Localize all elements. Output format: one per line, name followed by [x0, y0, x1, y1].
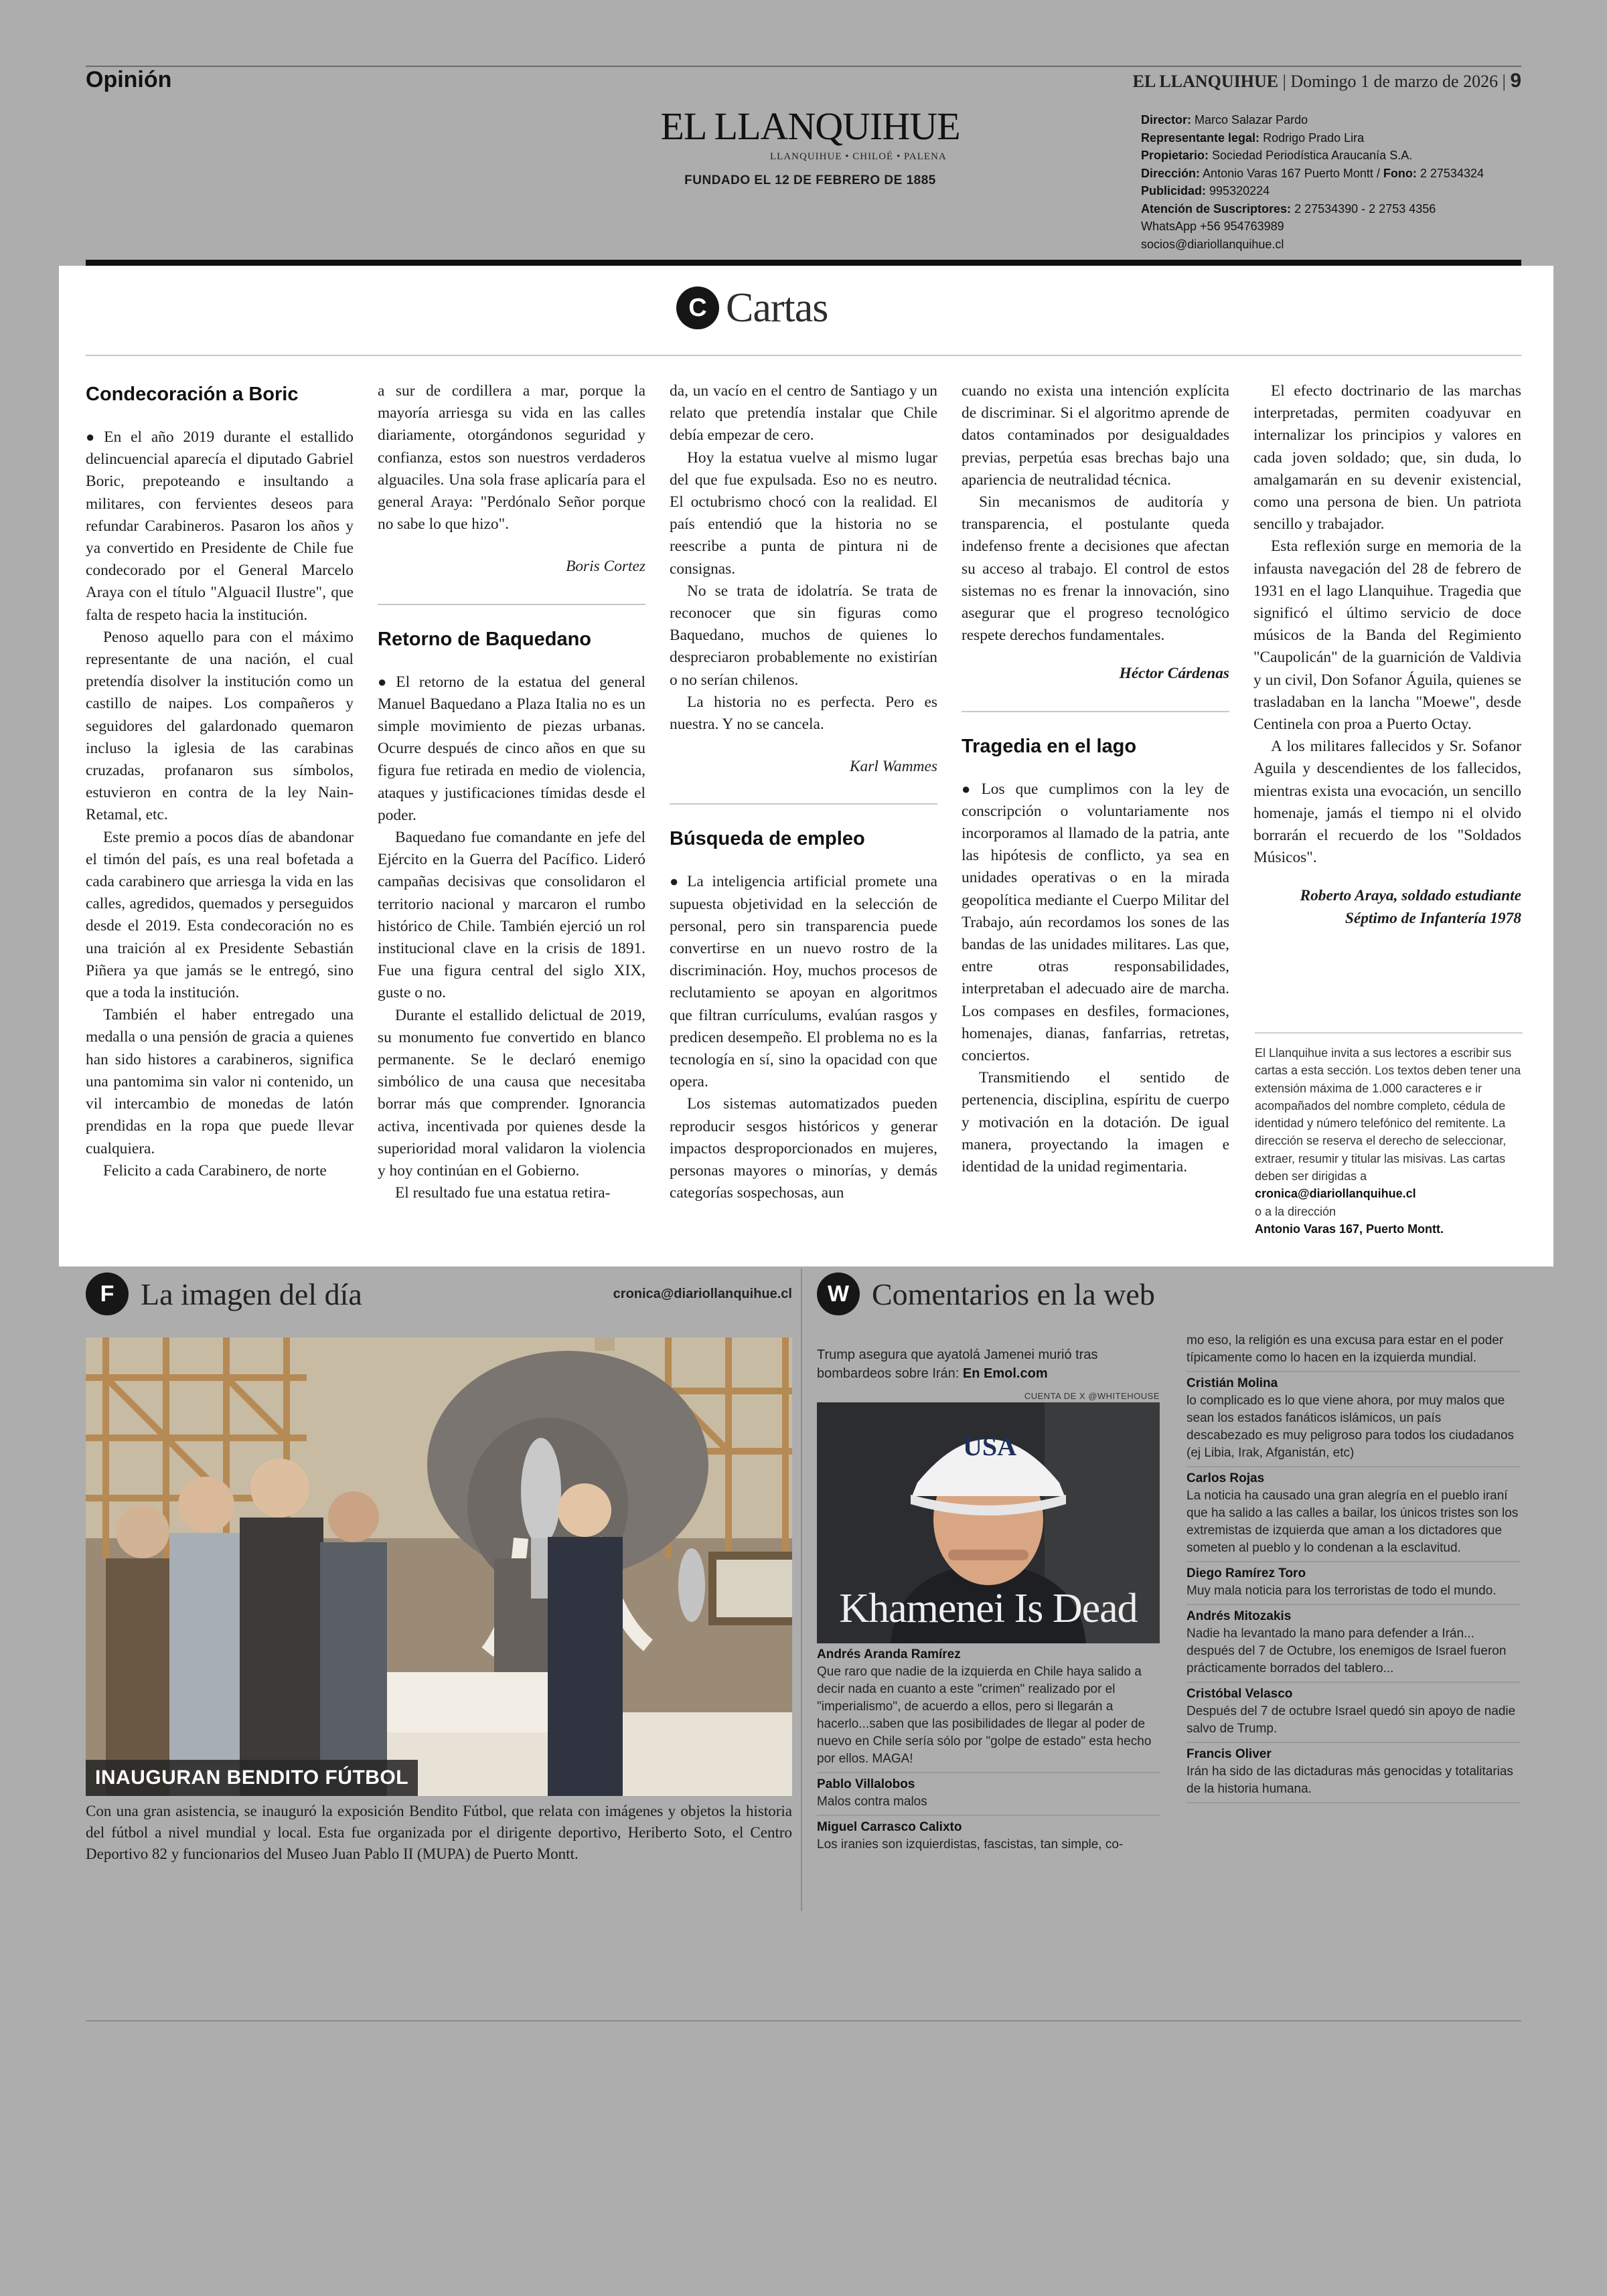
masthead-regions: LLANQUIHUE • CHILOÉ • PALENA	[770, 151, 947, 162]
letter-paragraph	[962, 778, 1229, 1068]
staff-value: Sociedad Periodística Araucanía S.A.	[1212, 149, 1413, 162]
invite-or: o a la dirección	[1255, 1204, 1336, 1218]
letter-heading: Tragedia en el lago	[962, 735, 1137, 757]
bullet-icon: ●	[86, 428, 100, 445]
web-w-icon: W	[817, 1273, 860, 1315]
letter-paragraph: Penoso aquello para con el máximo representante de una nación, el cual pretendía disolver la institución como un castillo de naipes. Los compañeros y seguidores del galardonado quemaron incluso la iglesia de las carabinas cruzadas, profanaron sus símbolos, estuvieron en contra de la ley Nain-Retamal, etc.	[86, 628, 354, 824]
letter-paragraph: Esta reflexión surge en memoria de la infausta navegación del 28 de febrero de 1931 en el lago Llanquihue. Tragedia que significó el último servicio de doce músicos de la Banda del Regimiento "Caupolicán" de la guarnición de Valdivia y un civil, Don Sofanor Águila, quienes se trasladaban en la lancha "Moewe", desde Centinela con proa a Puerto Octay.	[1253, 538, 1521, 734]
staff-line	[1141, 129, 1516, 147]
comment-author: Pablo Villalobos	[817, 1777, 915, 1791]
cartas-title	[676, 281, 828, 335]
comment-text: mo eso, la religión es una excusa para estar en el poder típicamente como lo hacen en la izquierda mundial.	[1187, 1333, 1504, 1365]
staff-label: Fono:	[1383, 166, 1417, 180]
paragraph-text: El retorno de la estatua del general Manuel Baquedano a Plaza Italia no es un simple movimiento de piezas urbanas. Ocurre después de cinco años en que su figura fue retirada en medio de violencia, ataques y justificaciones tímidas desde el poder.	[378, 673, 645, 824]
web-headline	[817, 1345, 1160, 1383]
letter-signature: Roberto Araya, soldado estudiante	[1300, 887, 1521, 905]
section-label: Opinión	[86, 67, 172, 92]
staff-line	[1141, 182, 1516, 200]
invite-address: Antonio Varas 167, Puerto Montt.	[1255, 1222, 1444, 1236]
cartas-title-text: Cartas	[726, 284, 828, 331]
imagen-title: La imagen del día	[141, 1277, 362, 1311]
letter-heading: Condecoración a Boric	[86, 384, 299, 405]
letter-paragraph: cuando no exista una intención explícita de discriminar. Si el algoritmo aprende de datos contaminados por desigualdades previas, perpetúa esas brechas bajo una apariencia de neutralidad técnica.	[962, 382, 1229, 489]
comment-author: Francis Oliver	[1187, 1747, 1272, 1761]
staff-label: Dirección:	[1141, 166, 1201, 180]
comment	[1187, 1743, 1520, 1803]
paragraph-text: La inteligencia artificial promete una supuesta objetividad en la selección de personal, pero sin transparencia puede convertirse en un nuevo rostro de la discriminación. Hoy, muchos procesos de reclutamiento se apoyan en algoritmos que filtran currículums, evalúan rasgos y predicen desempeño. El problema no es la tecnología en sí, sino la opacidad con que opera.	[670, 873, 937, 1091]
letter-heading: Búsqueda de empleo	[670, 828, 865, 850]
bullet-icon: ●	[962, 780, 978, 797]
invite-text: El Llanquihue invita a sus lectores a escribir sus cartas a esta sección. Los textos deben tener una extensión máxima de 1.000 caracteres e ir acompañados del nombre completo, cédula de identidad y número telefónico del remitente. La dirección se reserva el derecho de seleccionar, extraer, resumir y titular las misivas. Las cartas deben ser dirigidas a	[1255, 1046, 1521, 1183]
bottom-column-divider	[801, 1268, 802, 1911]
letter-paragraph	[86, 426, 354, 627]
letters-column-5	[1253, 380, 1521, 930]
staff-label: Atención de Suscriptores:	[1141, 201, 1292, 216]
letter-signature: Séptimo de Infantería 1978	[1345, 909, 1521, 927]
comment-text: Que raro que nadie de la izquierda en Chile haya salido a decir nada en cuanto a este "crimen" realizado por el "imperialismo", de acuerdo a ellos, pero si llegarán a hacerlo...saben que las posibilidades de llegar al poder de nuevo en Chile sería sólo por "golpe de estado" esta hecho por ellos. MAGA!	[817, 1665, 1152, 1766]
comment-author: Miguel Carrasco Calixto	[817, 1820, 962, 1834]
comment-text: Muy mala noticia para los terroristas de todo el mundo.	[1187, 1584, 1497, 1598]
letter-signature: Boris Cortez	[566, 558, 645, 576]
letter-heading: Retorno de Baquedano	[378, 628, 592, 650]
letter-divider	[962, 711, 1229, 712]
web-header	[817, 1270, 1520, 1317]
comment-text: lo complicado es lo que viene ahora, por muy malos que sean los estados fanáticos islámicos, un país descabezado es muy peligroso para todos los ciudadanos (ej Libia, Irak, Afganistán, etc)	[1187, 1394, 1515, 1460]
letter-paragraph	[378, 671, 645, 827]
folio: EL LLANQUIHUE | Domingo 1 de marzo de 2026 | 9	[1132, 70, 1521, 92]
letters-column-3	[670, 380, 937, 1205]
comment	[1187, 1683, 1520, 1743]
comment-author: Cristóbal Velasco	[1187, 1687, 1293, 1701]
comment	[1187, 1332, 1520, 1372]
staff-line	[1141, 165, 1516, 183]
comment-text: Malos contra malos	[817, 1795, 927, 1809]
invite-email: cronica@diariollanquihue.cl	[1255, 1187, 1416, 1201]
staff-line	[1141, 200, 1516, 218]
staff-value: 2 27534390 - 2 2753 4356	[1294, 201, 1436, 216]
header-black-rule	[86, 260, 1521, 266]
staff-line	[1141, 147, 1516, 165]
headline-text: Trump asegura que ayatolá Jamenei murió tras bombardeos sobre Irán:	[817, 1347, 1098, 1381]
letters-column-1	[86, 380, 354, 1182]
comment-text: Los iranies son izquierdistas, fascistas, tan simple, co-	[817, 1837, 1124, 1852]
cartas-c-icon: C	[676, 286, 719, 329]
staff-line	[1141, 218, 1516, 236]
photo-caption-label: INAUGURAN BENDITO FÚTBOL	[86, 1760, 418, 1796]
letters-column-2	[378, 380, 645, 1205]
masthead-name: EL LLANQUIHUE	[660, 104, 960, 148]
letter-signature: Héctor Cárdenas	[1119, 665, 1229, 683]
bullet-icon: ●	[670, 873, 684, 890]
folio-paper: EL LLANQUIHUE	[1132, 72, 1279, 91]
letter-paragraph: También el haber entregado una medalla o una pensión de gracia a quienes han sido histores a carabineros, significa una pantomima sin valor ni contenido, un vil intercambio de monedas de latón prendidas en la ropa que puede llevar cualquiera.	[86, 1006, 354, 1157]
staff-label: Propietario:	[1141, 149, 1209, 162]
letter-paragraph: Transmitiendo el sentido de pertenencia, disciplina, espíritu de cuerpo y motivación en la dotación. De igual manera, proyectando la imagen e identidad de la unidad regimentaria.	[962, 1069, 1229, 1176]
comment	[1187, 1372, 1520, 1467]
comment-text: Después del 7 de octubre Israel quedó sin apoyo de nadie salvo de Trump.	[1187, 1704, 1516, 1736]
comment-author: Cristián Molina	[1187, 1376, 1278, 1390]
page-number: 9	[1510, 70, 1521, 92]
letter-paragraph: Sin mecanismos de auditoría y transparencia, el postulante queda indefenso frente a decisiones que afectan su acceso al trabajo. El control de estos sistemas no es frenar la innovación, sino asegurar que el progreso tecnológico respete derechos fundamentales.	[962, 493, 1229, 645]
imagen-caption: Con una gran asistencia, se inauguró la exposición Bendito Fútbol, que relata con imágenes y objetos la historia del fútbol a nivel mundial y local. Esta fue organizada por el dirigente deportivo, Heriberto Soto, el Centro Deportivo 82 y funcionarios del Museo Juan Pablo II (MUPA) de Puerto Montt.	[86, 1803, 792, 1862]
web-left-column	[817, 1345, 1160, 1858]
paragraph-text: Los que cumplimos con la ley de conscripción o voluntariamente nos incorporamos al llamado de la patria, ante las hipótesis de conflicto, ya sea en unidades operativas o en la mirada geopolítica mediante el Cuerpo Militar del Trabajo, aún recordamos los sones de las bandas de las unidades militares. Las que, entre otras responsabilidades, interpretaban el adecuado aire de marcha. Los compases en desfiles, formaciones, homenajes, dianas, fanfarrias, retretas, conciertos.	[962, 780, 1229, 1065]
letter-paragraph: Felicito a cada Carabinero, de norte	[103, 1161, 327, 1179]
staff-line	[1141, 111, 1516, 129]
exhibition-photo-illustration	[86, 1337, 792, 1796]
staff-value: 995320224	[1209, 184, 1270, 197]
comment-author: Diego Ramírez Toro	[1187, 1566, 1306, 1580]
comment	[1187, 1605, 1520, 1683]
letter-signature: Karl Wammes	[849, 758, 937, 776]
masthead	[603, 104, 1018, 188]
letters-column-4	[962, 380, 1229, 1178]
staff-label: Publicidad:	[1141, 184, 1207, 197]
paragraph-text: En el año 2019 durante el estallido delincuencial aparecía el diputado Gabriel Boric, prepoteando e insultando a militares, con fervientes deseos para refundar Carabineros. Pasaron los años y ya convertido en Presidente de Chile fue condecorado por el General Marcelo Araya con el título "Alguacil Ilustre", que falta de respeto hacia la institución.	[86, 428, 354, 624]
staff-value: socios@diariollanquihue.cl	[1141, 237, 1284, 251]
staff-box	[1141, 111, 1516, 253]
staff-value: Marco Salazar Pardo	[1195, 113, 1308, 127]
folio-date: Domingo 1 de marzo de 2026	[1290, 72, 1499, 91]
web-title: Comentarios en la web	[872, 1277, 1155, 1311]
comment-text: Nadie ha levantado la mano para defender a Irán... después del 7 de Octubre, los enemigos de Israel fueron prácticamente borrados del tablero...	[1187, 1627, 1507, 1675]
comment-author: Andrés Aranda Ramírez	[817, 1647, 961, 1661]
top-rule	[86, 66, 1521, 67]
letter-paragraph	[670, 870, 937, 1093]
letter-paragraph: La historia no es perfecta. Pero es nuestra. Y no se cancela.	[670, 693, 937, 734]
imagen-photo	[86, 1337, 792, 1796]
letter-paragraph: El efecto doctrinario de las marchas interpretadas, permiten coadyuvar en internalizar los principios y valores en cada joven soldado; que, sin duda, lo amalgamarán en su devenir existencial, como una persona de bien. Un patriota sencillo y trabajador.	[1253, 382, 1521, 534]
letter-paragraph: Los sistemas automatizados pueden reproducir sesgos históricos y generar impactos desproporcionados en mujeres, personas mayores o minorías, y demás categorías sospechosas, aun	[670, 1095, 937, 1202]
comment	[817, 1773, 1160, 1816]
letter-paragraph: Durante el estallido delictual de 2019, su monumento fue convertido en blanco permanente. Se le declaró enemigo simbólico de una causa que necesitaba borrar más que comprender. Ignorancia activa, incentivada por quienes desde la superioridad moral validaron la violencia y hoy continúan en el Gobierno.	[378, 1006, 645, 1180]
bottom-rule	[86, 2020, 1521, 2022]
staff-line	[1141, 236, 1516, 254]
comment	[1187, 1467, 1520, 1562]
letter-paragraph: a sur de cordillera a mar, porque la mayoría arriesga su vida en las calles diariamente, otorgándonos seguridad y confianza, estos son nuestros verdaderos alguaciles. Una sola frase aplicaría para el general Araya: "Perdónalo Señor porque no sabe lo que hizo".	[378, 382, 645, 534]
letter-paragraph: Este premio a pocos días de abandonar el timón del país, es una real bofetada a cada carabinero que arriesga la vida en las calles, agredidos, quemados y perseguidos desde el 2019. Esta condecoración no es una traición al ex Presidente Sebastián Piñera ya que jamás se le entregó, sino que a toda la institución.	[86, 828, 354, 1002]
letter-paragraph: Hoy la estatua vuelve al mismo lugar del que fue expulsada. Eso no es neutro. El octubrismo chocó con la realidad. El país entendió que la historia no se reescribe a punta de pintura ni de consignas.	[670, 448, 937, 578]
letter-divider	[378, 604, 645, 605]
web-photo	[817, 1402, 1160, 1643]
comment-text: La noticia ha causado una gran alegría en el pueblo iraní que ha salido a las calles a bailar, los únicos tristes son los extremistas de izquierda que aman a los dictadores que someten al pueblo y lo condenan a la esclavitud.	[1187, 1489, 1519, 1555]
staff-label: Director:	[1141, 113, 1192, 127]
staff-value: Rodrigo Prado Lira	[1263, 131, 1365, 145]
comment-author: Carlos Rojas	[1187, 1471, 1265, 1485]
comment	[817, 1643, 1160, 1773]
staff-value: 2 27534324	[1420, 166, 1484, 180]
comment-text: Irán ha sido de las dictaduras más genocidas y totalitarias de la historia humana.	[1187, 1765, 1513, 1796]
comment	[817, 1816, 1160, 1858]
staff-label: Representante legal:	[1141, 131, 1260, 145]
letter-paragraph: A los militares fallecidos y Sr. Sofanor Aguila y descendientes de los fallecidos, mientras exista una evocación, un sencillo homenaje, jamás el tiempo ni el olvido borrarán el recuerdo de los "Soldados Músicos".	[1253, 738, 1521, 867]
letter-paragraph: El resultado fue una estatua retira-	[395, 1184, 611, 1202]
staff-value: WhatsApp +56 954763989	[1141, 220, 1284, 233]
photo-credit: CUENTA DE X @WHITEHOUSE	[1024, 1391, 1160, 1401]
photo-overlay-text: Khamenei Is Dead	[839, 1586, 1138, 1631]
headline-source: En Emol.com	[962, 1366, 1048, 1381]
staff-value: Antonio Varas 167 Puerto Montt /	[1203, 166, 1380, 180]
web-right-column	[1187, 1332, 1520, 1803]
bullet-icon: ●	[378, 673, 392, 690]
imagen-f-icon: F	[86, 1273, 129, 1315]
letter-paragraph: No se trata de idolatría. Se trata de reconocer que sin figuras como Baquedano, muchos de quienes lo despreciaron probablemente no existirían o no serían chilenos.	[670, 582, 937, 689]
letter-paragraph: Baquedano fue comandante en jefe del Ejército en la Guerra del Pacífico. Lideró campañas decisivas que consolidaron el territorio nacional y marcaron el rumbo histórico de Chile. También ejerció un rol institucional clave en la crisis de 1891. Fue una figura central del siglo XIX, guste o no.	[378, 829, 645, 1002]
letter-paragraph: da, un vacío en el centro de Santiago y un relato que pretendía instalar que Chile debía empezar de cero.	[670, 382, 937, 444]
masthead-founded: FUNDADO EL 12 DE FEBRERO DE 1885	[684, 173, 936, 187]
cap-text: USA	[963, 1431, 1017, 1461]
imagen-header	[86, 1270, 792, 1317]
letters-invitation	[1255, 1032, 1523, 1238]
cartas-rule	[86, 355, 1521, 356]
imagen-email: cronica@diariollanquihue.cl	[613, 1286, 792, 1301]
letter-divider	[670, 803, 937, 805]
comment	[1187, 1562, 1520, 1605]
comment-author: Andrés Mitozakis	[1187, 1609, 1292, 1623]
